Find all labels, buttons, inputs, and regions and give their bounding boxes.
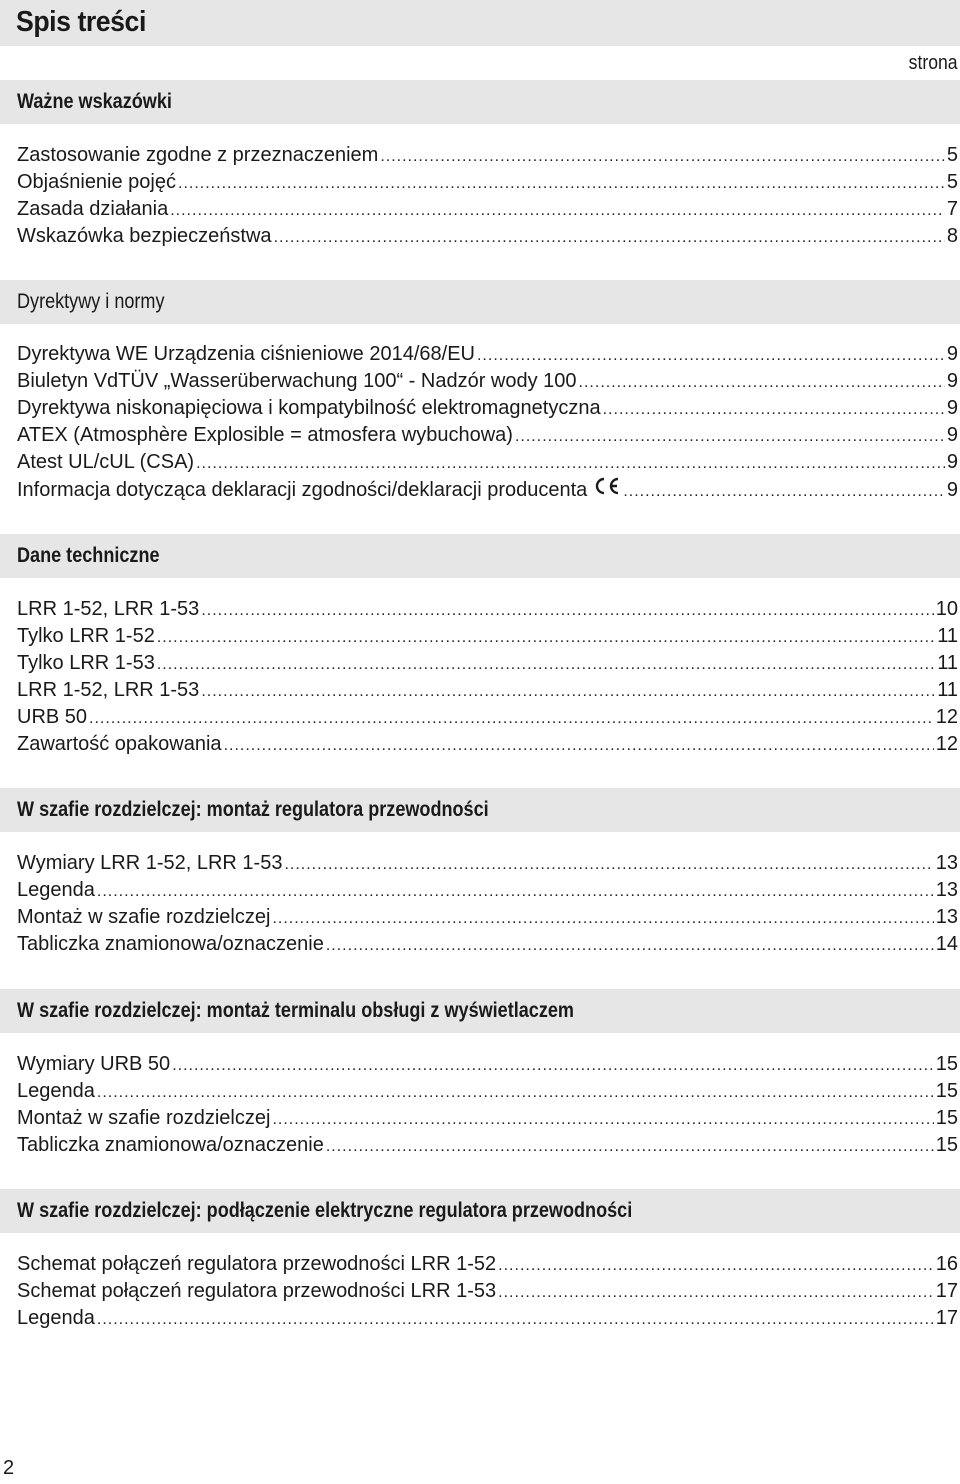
toc-entry[interactable]: Informacja dotycząca deklaracji zgodności/deklaracji producenta ..... 9 — [0, 476, 960, 503]
toc-entry[interactable]: Objaśnienie pojęć ..... 5 — [0, 169, 960, 196]
section-heading-directives: Dyrektywy i normy — [0, 280, 960, 324]
toc-list — [0, 596, 960, 758]
page-title: Spis treści — [16, 6, 146, 38]
page-column-label: strona — [909, 52, 958, 74]
title-bar — [0, 0, 960, 46]
toc-entry[interactable]: URB 50 ..... 12 — [0, 704, 960, 731]
toc-list — [0, 142, 960, 250]
toc-list — [0, 1051, 960, 1159]
toc-entry[interactable]: LRR 1-52, LRR 1-53 ..... 10 — [0, 596, 960, 623]
toc-entry[interactable]: Wymiary URB 50 ..... 15 — [0, 1051, 960, 1078]
toc-entry[interactable]: Schemat połączeń regulatora przewodności LRR 1-53 ..... 17 — [0, 1278, 960, 1305]
toc-entry[interactable]: Zastosowanie zgodne z przeznaczeniem ..... 5 — [0, 142, 960, 169]
ce-mark-icon — [593, 476, 621, 504]
toc-entry[interactable]: Legenda ..... 17 — [0, 1305, 960, 1332]
toc-entry[interactable]: Wymiary LRR 1-52, LRR 1-53 ..... 13 — [0, 850, 960, 877]
toc-entry[interactable]: Legenda ..... 15 — [0, 1078, 960, 1105]
toc-entry[interactable]: Tylko LRR 1-52 ..... 11 — [0, 623, 960, 650]
toc-entry[interactable]: Tabliczka znamionowa/oznaczenie ..... 15 — [0, 1132, 960, 1159]
toc-entry[interactable]: Zasada działania ..... 7 — [0, 196, 960, 223]
toc-entry[interactable]: Montaż w szafie rozdzielczej ..... 13 — [0, 904, 960, 931]
toc-entry[interactable]: Atest UL/cUL (CSA) ..... 9 — [0, 449, 960, 476]
toc-entry[interactable]: Dyrektywa niskonapięciowa i kompatybilność elektromagnetyczna ..... 9 — [0, 395, 960, 422]
section-heading-important-notes: Ważne wskazówki — [0, 80, 960, 124]
toc-entry[interactable]: Zawartość opakowania ..... 12 — [0, 731, 960, 758]
toc-entry[interactable]: Tabliczka znamionowa/oznaczenie ..... 14 — [0, 931, 960, 958]
toc-entry[interactable]: Montaż w szafie rozdzielczej ..... 15 — [0, 1105, 960, 1132]
toc-list — [0, 1251, 960, 1332]
page-number: 2 — [3, 1457, 15, 1479]
toc-entry[interactable]: Biuletyn VdTÜV „Wasserüberwachung 100“ - Nadzór wody 100 ..... 9 — [0, 368, 960, 395]
section-heading-cabinet-mounting-terminal: W szafie rozdzielczej: montaż terminalu obsługi z wyświetlaczem — [0, 989, 960, 1033]
toc-entry[interactable]: LRR 1-52, LRR 1-53 ..... 11 — [0, 677, 960, 704]
section-heading-cabinet-mounting-controller: W szafie rozdzielczej: montaż regulatora przewodności — [0, 788, 960, 832]
toc-entry[interactable]: ATEX (Atmosphère Explosible = atmosfera wybuchowa) ..... 9 — [0, 422, 960, 449]
toc-entry[interactable]: Schemat połączeń regulatora przewodności LRR 1-52 ..... 16 — [0, 1251, 960, 1278]
section-heading-cabinet-wiring: W szafie rozdzielczej: podłączenie elektryczne regulatora przewodności — [0, 1189, 960, 1233]
toc-entry[interactable]: Tylko LRR 1-53 ..... 11 — [0, 650, 960, 677]
toc-entry[interactable]: Legenda ..... 13 — [0, 877, 960, 904]
toc-list — [0, 341, 960, 503]
toc-entry[interactable]: Dyrektywa WE Urządzenia ciśnieniowe 2014/68/EU ..... 9 — [0, 341, 960, 368]
toc-entry[interactable]: Wskazówka bezpieczeństwa ..... 8 — [0, 223, 960, 250]
section-heading-technical-data: Dane techniczne — [0, 534, 960, 578]
toc-list — [0, 850, 960, 958]
